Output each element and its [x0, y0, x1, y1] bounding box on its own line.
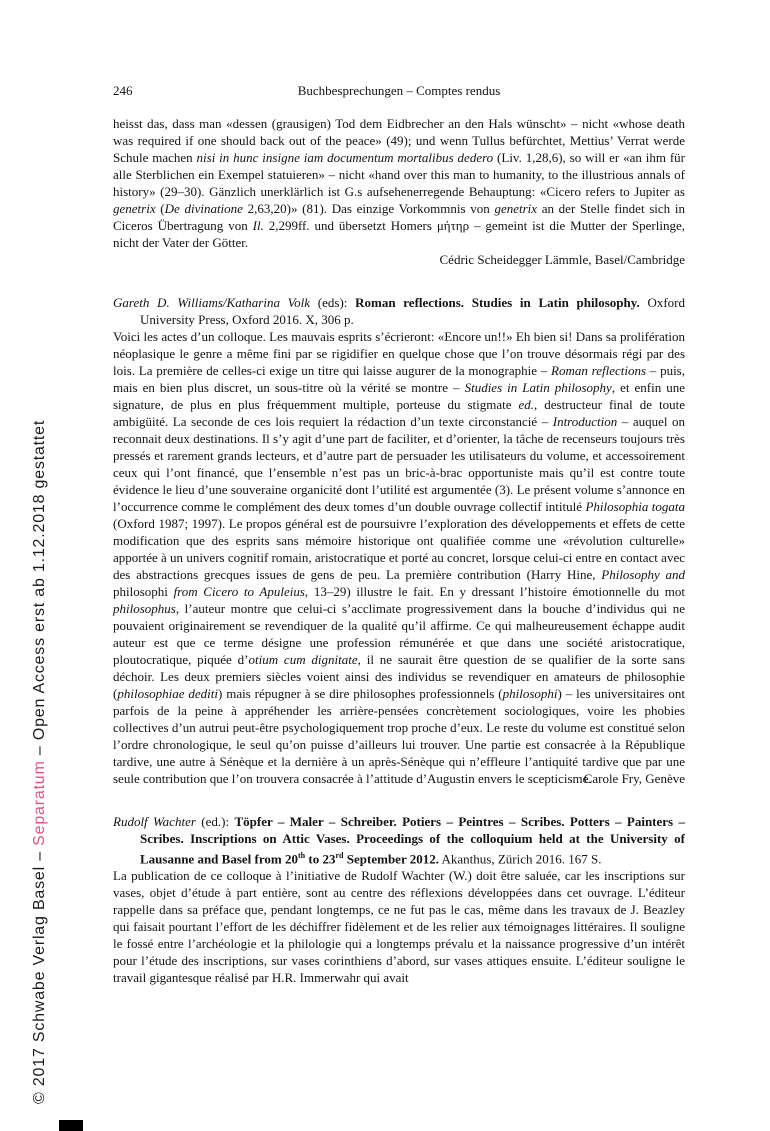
review-body: La publication de ce colloque à l’initiative de Rudolf Wachter (W.) doit être saluée, car les inscriptions sur vases, objet d’étude à part entière, sont au centre des réflexions développées dans cet ouvrage. L’éditeur rappelle dans sa préface que, pendant longtemps, ce ne fut pas le cas, même dans les travaux de J. Beazley qui faisait pourtant l’effort de les déchiffrer fidèlement et de les relier aux témoignages littéraires. Il souligne le fossé entre l’archéologie et la philologie qui a longtemps prévalu et la naissance progressive d’un intérêt pour l’étude des inscriptions, sur vases corinthiens d’abord, sur vases attiques ensuite. L’éditeur souligne le travail gigantesque réalisé par H.R. Immerwahr qui avait	[113, 868, 685, 986]
review-body: heisst das, dass man «dessen (grausigen) Tod dem Eidbrecher an den Hals wünscht» – nicht «whose death was required if one should back out of the peace» (49); und wenn Tullus befürchtet, Mettius’ Verrat werde Schule machen nisi in hunc insigne iam documentum mortalibus dedero (Liv. 1,28,6), so will er «an ihm für alle Sterblichen ein Exempel statuieren» – nicht «hand over this man to humanity, to the illustrious annals of history» (29–30). Gänzlich unerklärlich ist G.s aufsehenerregende Behauptung: «Cicero refers to Jupiter as genetrix (De divinatione 2,63,20)» (81). Das einzige Vorkommnis von genetrix an der Stelle findet sich in Ciceros Übertragung von Il. 2,299ff. und übersetzt Homers μήτηρ – gemeint ist die Mutter der Sperlinge, nicht der Vater der Götter.	[113, 116, 685, 250]
review-scheidegger	[113, 115, 685, 268]
page-header	[113, 82, 685, 99]
review-body: Voici les actes d’un colloque. Les mauvais esprits s’écrieront: «Encore un!!» Eh bien si! Dans sa prolifération néoplasique le genre a même fini par se rigidifier en quelque chose que l’on trouve désormais régi par des lois. La première de celles-ci exige un titre qui laisse augurer de la monographie – Roman reflections – puis, mais en bien plus discret, un sous-titre où la vérité se montre – Studies in Latin philosophy, et enfin une signature, de plus en plus fréquemment multiple, porteuse du stigmate ed., destructeur final de toute ambigüité. La seconde de ces lois requiert la rédaction d’un texte circonstancié – Introduction – auquel on reconnait deux destinations. Il s’y agit d’une part de faciliter, et d’orienter, la tâche de recenseurs toujours très pressés et rarement grands lecteurs, et d’autre part de persuader les utilisateurs du volume, et accessoirement ceux qui l’ont financé, que l’ensemble n’est pas un bric-à-brac opportuniste mais qu’il est contre toute évidence le lieu d’une souveraine organicité dont l’utilité est argumentée (3). Le présent volume s’annonce en l’occurrence comme le complément des deux tomes d’un double ouvrage collectif intitulé Philosophia togata (Oxford 1987; 1997). Le propos général est de poursuivre l’exploration des développements et effets de cette modification que des esprits sans mémoire historique ont qualifiée comme une «révolution culturelle» apportée à un univers cognitif romain, aristocratique et porté au concret, lorsque celui-ci entre en contact avec des abstractions grecques issues de gens de peu. La première contribution (Harry Hine, Philosophy and philosophi from Cicero to Apuleius, 13–29) illustre le fait. En y dressant l’histoire émotionnelle du mot philosophus, l’auteur montre que celui-ci s’acclimate progressivement dans la bouche d’individus qui ne pouvaient originairement se revendiquer de la qualité qu’il affirme. Ce qui malheureusement échappe audit auteur est que ce terme désigne une profession rémunérée et que dans une société aristocratique, ploutocratique, piquée d’otium cum dignitate, il ne saurait être question de se qualifier de la sorte sans déchoir. Les deux premiers siècles voient ainsi des individus se revendiquer en amateurs de philosophie (philosophiae dediti) mais répugner à se dire philosophes professionnels (philosophi) – les universitaires ont parfois de la peine à appréhender les arrière-pensées concrètement sociologiques, voire les phobies collectives d’un autrui peut-être psychologiquement trop proche d’eux. Le reste du volume est constitué selon l’ordre chronologique, le seul qu’on puisse d’ailleurs lui trouver. Une partie est consacrée à la République tardive, une autre à Sénèque et la dernière à un après-Sénèque qui n’effleure l’antiquité tardive que par une seule contribution que l’on trouvera consacrée à l’attitude d’Augustin envers le scepticisme.	[113, 329, 686, 786]
review-signature: Carole Fry, Genève	[583, 771, 685, 786]
review-signature: Cédric Scheidegger Lämmle, Basel/Cambridge	[439, 252, 685, 267]
running-title: Buchbesprechungen – Comptes rendus	[297, 83, 501, 98]
copyright-sidebar: © 2017 Schwabe Verlag Basel – Separatum – Open Access erst ab 1.12.2018 gestattet	[31, 419, 48, 1104]
review-heading: Gareth D. Williams/Katharina Volk (eds): Roman reflections. Studies in Latin philosophy. Oxford University Press, Oxford 2016. X, 306 p.	[113, 295, 686, 327]
page-content	[113, 82, 685, 986]
review-heading: Rudolf Wachter (ed.): Töpfer – Maler – Schreiber. Potiers – Peintres – Scribes. Potters – Painters – Scribes. Inscriptions on Attic Vases. Proceedings of the colloquium held at the University of Lausanne and Basel from 20th to 23rd September 2012. Akanthus, Zürich 2016. 167 S.	[113, 814, 685, 867]
review-toepfer-maler-schreiber	[113, 813, 685, 986]
review-roman-reflections	[113, 294, 685, 787]
page-number: 246	[113, 83, 133, 98]
print-mark	[59, 1120, 83, 1131]
